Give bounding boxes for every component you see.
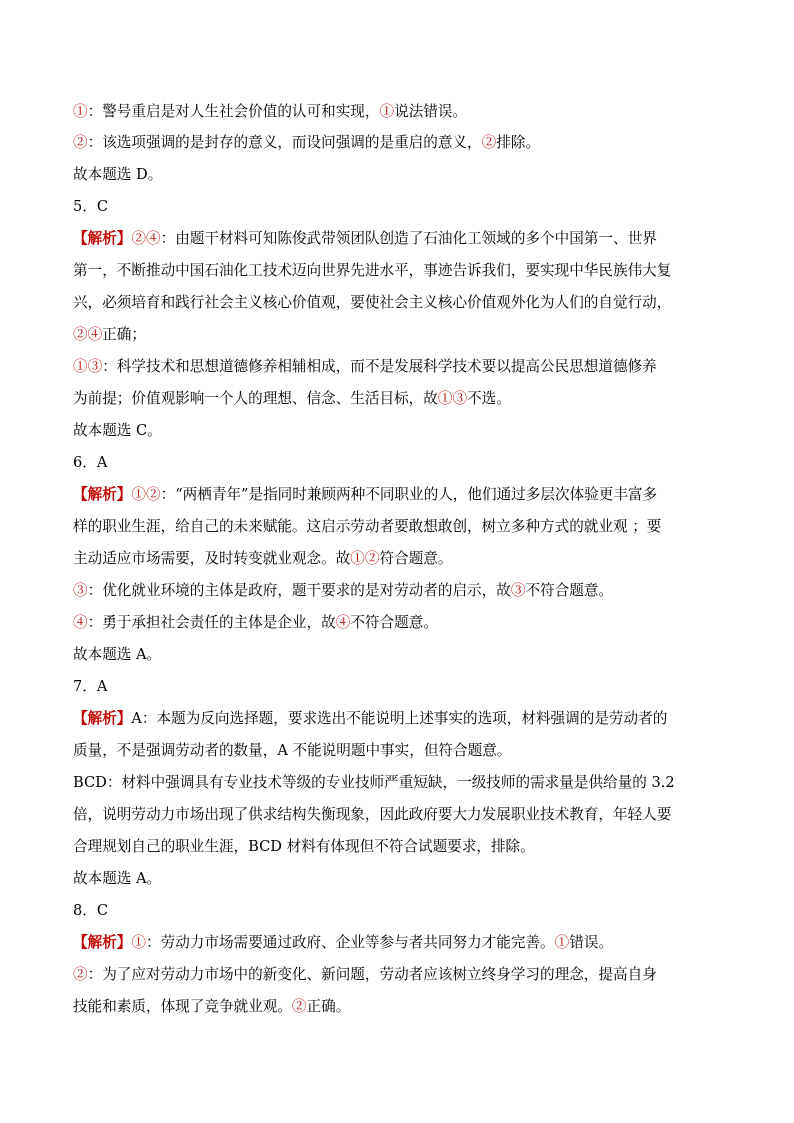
text-segment: 故本题选 C。 xyxy=(73,422,162,439)
text-segment: 倍，说明劳动力市场出现了供求结构失衡现象，因此政府要大力发展职业技术教育，年轻人要 xyxy=(73,806,672,823)
text-line xyxy=(73,997,733,1017)
text-segment: 质量，不是强调劳动者的数量，A 不能说明题中事实，但符合题意。 xyxy=(73,742,512,759)
text-line xyxy=(73,709,733,729)
text-segment: ：由题干材料可知陈俊武带领团队创造了石油化工领域的多个中国第一、世界 xyxy=(160,230,657,247)
text-segment: ：勇于承担社会责任的主体是企业，故 xyxy=(87,614,336,631)
option-marker: ① xyxy=(73,103,88,120)
text-segment: 符合题意。 xyxy=(379,550,453,567)
option-marker: ① xyxy=(554,934,570,951)
text-segment: 正确。 xyxy=(306,998,351,1015)
text-line xyxy=(73,485,733,505)
option-marker: ④ xyxy=(73,614,88,631)
text-segment: 5．C xyxy=(73,198,109,215)
option-marker: ②④ xyxy=(131,230,161,247)
option-marker: ① xyxy=(379,103,395,120)
text-segment: 7．A xyxy=(73,678,108,695)
text-line xyxy=(73,581,733,601)
text-line xyxy=(73,837,733,857)
analysis-label: 【解析】 xyxy=(73,934,132,951)
text-segment: 为前提；价值观影响一个人的理想、信念、生活目标，故 xyxy=(73,390,438,407)
option-marker: ② xyxy=(73,134,88,151)
text-segment: ：为了应对劳动力市场中的新变化、新问题，劳动者应该树立终身学习的理念，提高自身 xyxy=(87,966,657,983)
text-segment: 6．A xyxy=(73,454,108,471)
option-marker: ①③ xyxy=(437,390,468,407)
text-line xyxy=(73,933,733,953)
text-segment: ：劳动力市场需要通过政府、企业等参与者共同努力才能完善。 xyxy=(146,934,555,951)
text-line xyxy=(73,261,733,281)
option-marker: ③ xyxy=(73,582,88,599)
text-line xyxy=(73,133,733,153)
text-segment: 正确； xyxy=(102,326,146,343)
text-segment: 排除。 xyxy=(496,134,541,151)
text-line xyxy=(73,517,733,537)
text-segment: BCD：材料中强调具有专业技术等级的专业技师严重短缺，一级技师的需求量是供给量的 3.2 xyxy=(73,774,675,791)
text-segment: 不符合题意。 xyxy=(350,614,438,631)
text-segment: 不选。 xyxy=(467,390,511,407)
text-line xyxy=(73,102,733,122)
option-marker: ② xyxy=(291,998,307,1015)
text-segment: ：该选项强调的是封存的意义，而设问强调的是重启的意义， xyxy=(87,134,482,151)
analysis-label: 【解析】 xyxy=(73,230,132,247)
text-segment: 故本题选 A。 xyxy=(73,646,162,663)
text-segment: 第一，不断推动中国石油化工技术迈向世界先进水平，事迹告诉我们，要实现中华民族伟大复 xyxy=(73,262,672,279)
text-line xyxy=(73,389,733,409)
text-segment: ：警号重启是对人生社会价值的认可和实现， xyxy=(87,103,380,120)
text-line xyxy=(73,901,733,921)
option-marker: ③ xyxy=(510,582,526,599)
text-line xyxy=(73,645,733,665)
text-segment: 8．C xyxy=(73,902,109,919)
text-segment: 不符合题意。 xyxy=(525,582,614,599)
text-line xyxy=(73,613,733,633)
text-line xyxy=(73,357,733,377)
option-marker: ①② xyxy=(131,486,161,503)
text-segment: 技能和素质，体现了竞争就业观。 xyxy=(73,998,292,1015)
option-marker: ②④ xyxy=(73,326,103,343)
option-marker: ①② xyxy=(350,550,380,567)
text-segment: ：“两栖青年”是指同时兼顾两种不同职业的人，他们通过多层次体验更丰富多 xyxy=(160,486,658,503)
option-marker: ② xyxy=(73,966,88,983)
option-marker: ①③ xyxy=(73,358,103,375)
text-line xyxy=(73,421,733,441)
text-segment: 主动适应市场需要，及时转变就业观念。故 xyxy=(73,550,351,567)
text-line xyxy=(73,197,733,217)
text-line xyxy=(73,869,733,889)
text-segment: 故本题选 D。 xyxy=(73,166,163,183)
analysis-label: 【解析】 xyxy=(73,486,132,503)
text-line xyxy=(73,325,733,345)
text-line xyxy=(73,453,733,473)
text-segment: A：本题为反向选择题，要求选出不能说明上述事实的选项，材料强调的是劳动者的 xyxy=(131,710,668,727)
text-line xyxy=(73,677,733,697)
text-segment: 样的职业生涯，给自己的未来赋能。这启示劳动者要敢想敢创，树立多种方式的就业观 ；要 xyxy=(73,518,662,535)
text-segment: ：科学技术和思想道德修养相辅相成，而不是发展科学技术要以提高公民思想道德修养 xyxy=(102,358,657,375)
text-line xyxy=(73,229,733,249)
option-marker: ① xyxy=(131,934,146,951)
text-segment: 错误。 xyxy=(569,934,614,951)
text-segment: ：优化就业环境的主体是政府，题干要求的是对劳动者的启示，故 xyxy=(87,582,511,599)
option-marker: ② xyxy=(481,134,497,151)
text-segment: 兴，必须培育和践行社会主义核心价值观，要使社会主义核心价值观外化为人们的自觉行动， xyxy=(73,294,672,311)
text-line xyxy=(73,293,733,313)
option-marker: ④ xyxy=(335,614,351,631)
analysis-label: 【解析】 xyxy=(73,710,132,727)
text-line xyxy=(73,741,733,761)
text-line xyxy=(73,805,733,825)
text-segment: 合理规划自己的职业生涯，BCD 材料有体现但不符合试题要求，排除。 xyxy=(73,838,535,855)
text-segment: 说法错误。 xyxy=(394,103,468,120)
text-segment: 故本题选 A。 xyxy=(73,870,162,887)
text-line xyxy=(73,165,733,185)
text-line xyxy=(73,549,733,569)
text-line xyxy=(73,965,733,985)
text-line xyxy=(73,773,733,793)
